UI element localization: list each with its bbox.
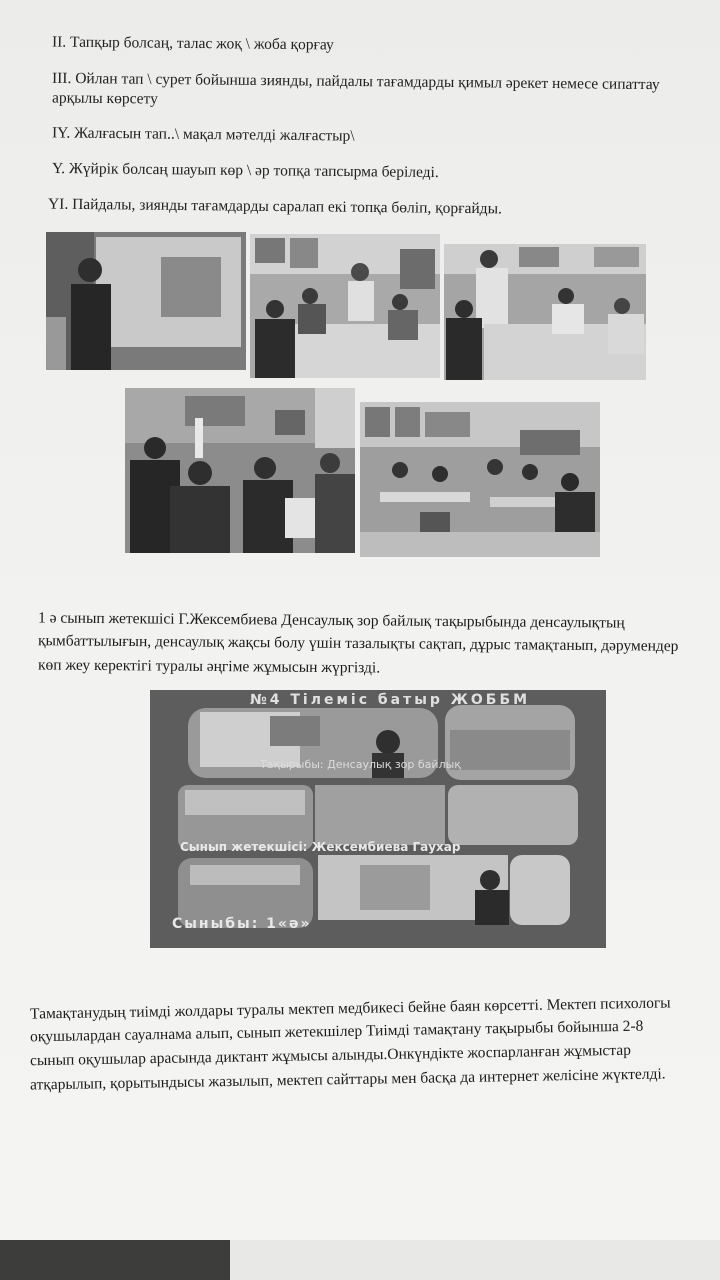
collage-class: Сыныбы: 1«ә» xyxy=(172,916,312,932)
collage-teacher: Сынып жетекшісі: Жексембиева Гаухар xyxy=(180,840,461,854)
collage-title: №4 Тілеміс батыр ЖОББМ xyxy=(249,692,531,708)
next-page-edge xyxy=(230,1240,720,1280)
paragraph-1-line-2: қымбаттылығын, денсаулық жақсы болу үшін тазалықты сақтап, дұрыс тамақтанып, дәрумендер xyxy=(37,632,679,655)
list-item-4: IY. Жалғасын тап..\ мақал мәтелді жалғастыр\ xyxy=(51,124,355,145)
classroom-photo-1 xyxy=(46,232,246,370)
collage-topic: Тақырыбы: Денсаулық зор байлық xyxy=(260,758,461,771)
list-item-2: II. Тапқыр болсаң, талас жоқ \ жоба қорғау xyxy=(51,33,334,54)
classroom-photo-5 xyxy=(360,402,600,557)
list-item-3-cont: арқылы көрсету xyxy=(51,89,158,108)
paragraph-2-line-2: оқушылардан сауалнама алып, сынып жетекшілер Тиімді тамақтану тақырыбы бойынша 2-8 xyxy=(29,1017,644,1046)
event-collage xyxy=(150,690,606,948)
paragraph-2-line-1: Тамақтанудың тиімді жолдары туралы мектеп медбикесі бейне баян көрсетті. Мектеп психологы xyxy=(29,994,671,1023)
classroom-photo-4 xyxy=(125,388,355,553)
classroom-photo-2 xyxy=(250,234,440,378)
paragraph-1-line-1: 1 ә сынып жетекшісі Г.Жексембиева Денсаулық зор байлық тақырыбында денсаулықтың xyxy=(37,609,625,632)
list-item-5: Y. Жүйрік болсаң шауып көр \ әр топқа тапсырма беріледі. xyxy=(51,159,439,182)
list-item-3: III. Ойлан тап \ сурет бойынша зиянды, пайдалы тағамдарды қимыл әрекет немесе сипаттау xyxy=(51,69,660,94)
paragraph-2-line-3: сынып оқушылар арасында диктант жұмысы алынды.Онкүндікте жоспарланған жұмыстар xyxy=(29,1041,632,1070)
classroom-photo-3 xyxy=(444,244,646,380)
list-item-6: YI. Пайдалы, зиянды тағамдарды саралап екі топқа бөліп, қорғайды. xyxy=(47,195,503,218)
paragraph-2-line-4: атқарылып, қорытындысы жазылып, мектеп сайттары мен басқа да интернет желісіне жүктелді. xyxy=(29,1065,666,1094)
paragraph-1-line-3: көп жеу керектігі туралы әңгіме жұмысын жүргізді. xyxy=(37,656,381,677)
